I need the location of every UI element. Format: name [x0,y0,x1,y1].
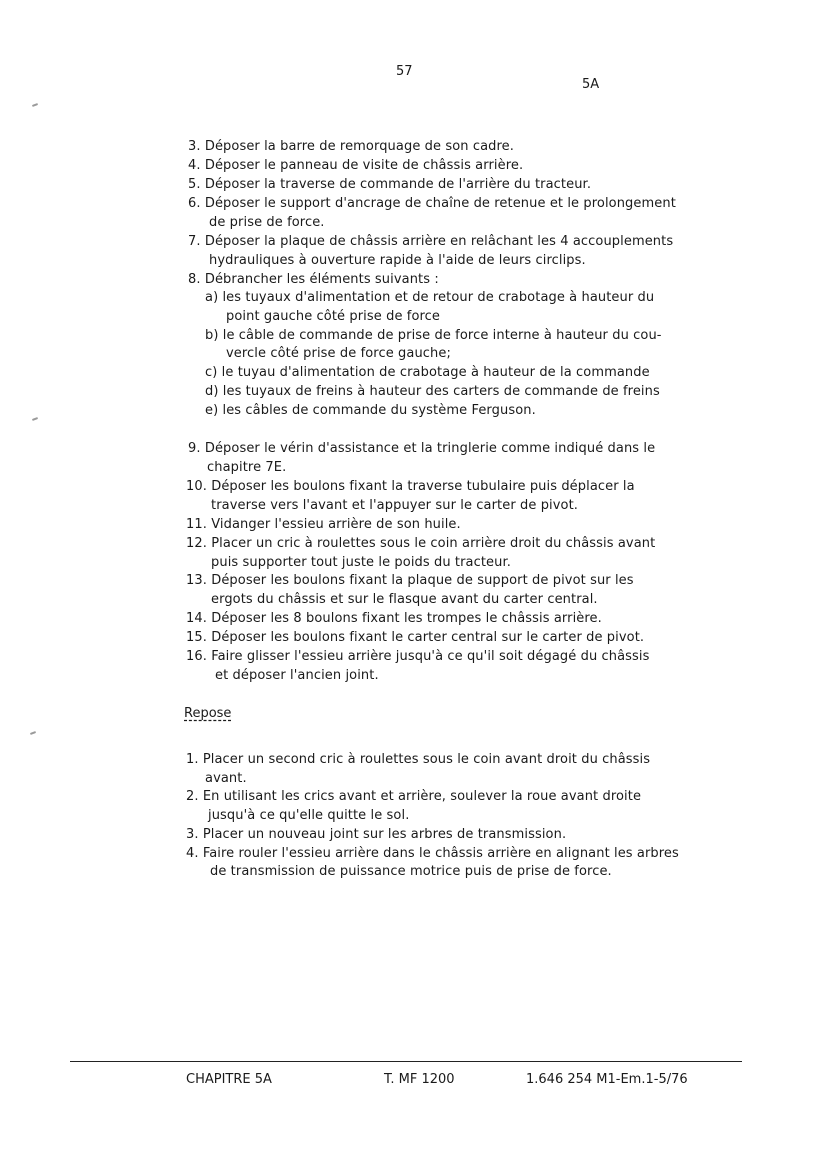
step-line: 2. En utilisant les crics avant et arrière, soulever la roue avant droite [186,789,642,804]
step-line: 6. Déposer le support d'ancrage de chaîne de retenue et le prolongement [188,196,676,211]
step-line: 14. Déposer les 8 boulons fixant les trompes le châssis arrière. [186,611,602,626]
step-line: 4. Faire rouler l'essieu arrière dans le châssis arrière en alignant les arbres [186,846,679,861]
step-line: 13. Déposer les boulons fixant la plaque de support de pivot sur les [186,573,634,588]
step-line: 9. Déposer le vérin d'assistance et la tringlerie comme indiqué dans le [188,441,656,456]
step-line: c) le tuyau d'alimentation de crabotage à hauteur de la commande [205,365,650,380]
footer-rule [70,1061,742,1062]
footer-chapter: CHAPITRE 5A [186,1072,272,1087]
step-line: 1. Placer un second cric à roulettes sous le coin avant droit du châssis [186,752,651,767]
step-line: e) les câbles de commande du système Ferguson. [205,403,536,418]
step-line: 7. Déposer la plaque de châssis arrière en relâchant les 4 accouplements [188,234,674,249]
step-line: traverse vers l'avant et l'appuyer sur le carter de pivot. [211,498,579,513]
footer-model: T. MF 1200 [384,1072,455,1087]
step-line: 3. Déposer la barre de remorquage de son cadre. [188,139,514,154]
scan-speck [32,417,38,421]
step-line: 5. Déposer la traverse de commande de l'arrière du tracteur. [188,177,592,192]
step-line: ergots du châssis et sur le flasque avant du carter central. [211,592,598,607]
step-line: de prise de force. [209,215,325,230]
step-line: et déposer l'ancien joint. [215,668,379,683]
scan-speck [30,731,36,735]
step-line: a) les tuyaux d'alimentation et de retour de crabotage à hauteur du [205,290,655,305]
step-line: hydrauliques à ouverture rapide à l'aide de leurs circlips. [209,253,586,268]
step-line: 10. Déposer les boulons fixant la traverse tubulaire puis déplacer la [186,479,635,494]
step-line: jusqu'à ce qu'elle quitte le sol. [208,808,410,823]
section-code: 5A [582,77,600,92]
step-line: 11. Vidanger l'essieu arrière de son huile. [186,517,461,532]
refitting-heading: Repose [184,706,232,721]
step-line: 15. Déposer les boulons fixant le carter central sur le carter de pivot. [186,630,645,645]
step-line: 3. Placer un nouveau joint sur les arbres de transmission. [186,827,567,842]
step-line: b) le câble de commande de prise de force interne à hauteur du cou- [205,328,662,343]
scan-speck [32,103,38,107]
step-line: de transmission de puissance motrice puis de prise de force. [210,864,612,879]
step-line: chapitre 7E. [207,460,287,475]
step-line: 16. Faire glisser l'essieu arrière jusqu'à ce qu'il soit dégagé du châssis [186,649,650,664]
step-line: avant. [205,771,247,786]
step-line: point gauche côté prise de force [226,309,441,324]
step-line: puis supporter tout juste le poids du tracteur. [211,555,511,570]
page-number: 57 [396,64,413,79]
step-line: 12. Placer un cric à roulettes sous le coin arrière droit du châssis avant [186,536,656,551]
step-line: 8. Débrancher les éléments suivants : [188,272,439,287]
step-line: 4. Déposer le panneau de visite de châssis arrière. [188,158,524,173]
footer-reference: 1.646 254 M1-Em.1-5/76 [526,1072,688,1087]
step-line: d) les tuyaux de freins à hauteur des carters de commande de freins [205,384,660,399]
step-line: vercle côté prise de force gauche; [226,346,451,361]
